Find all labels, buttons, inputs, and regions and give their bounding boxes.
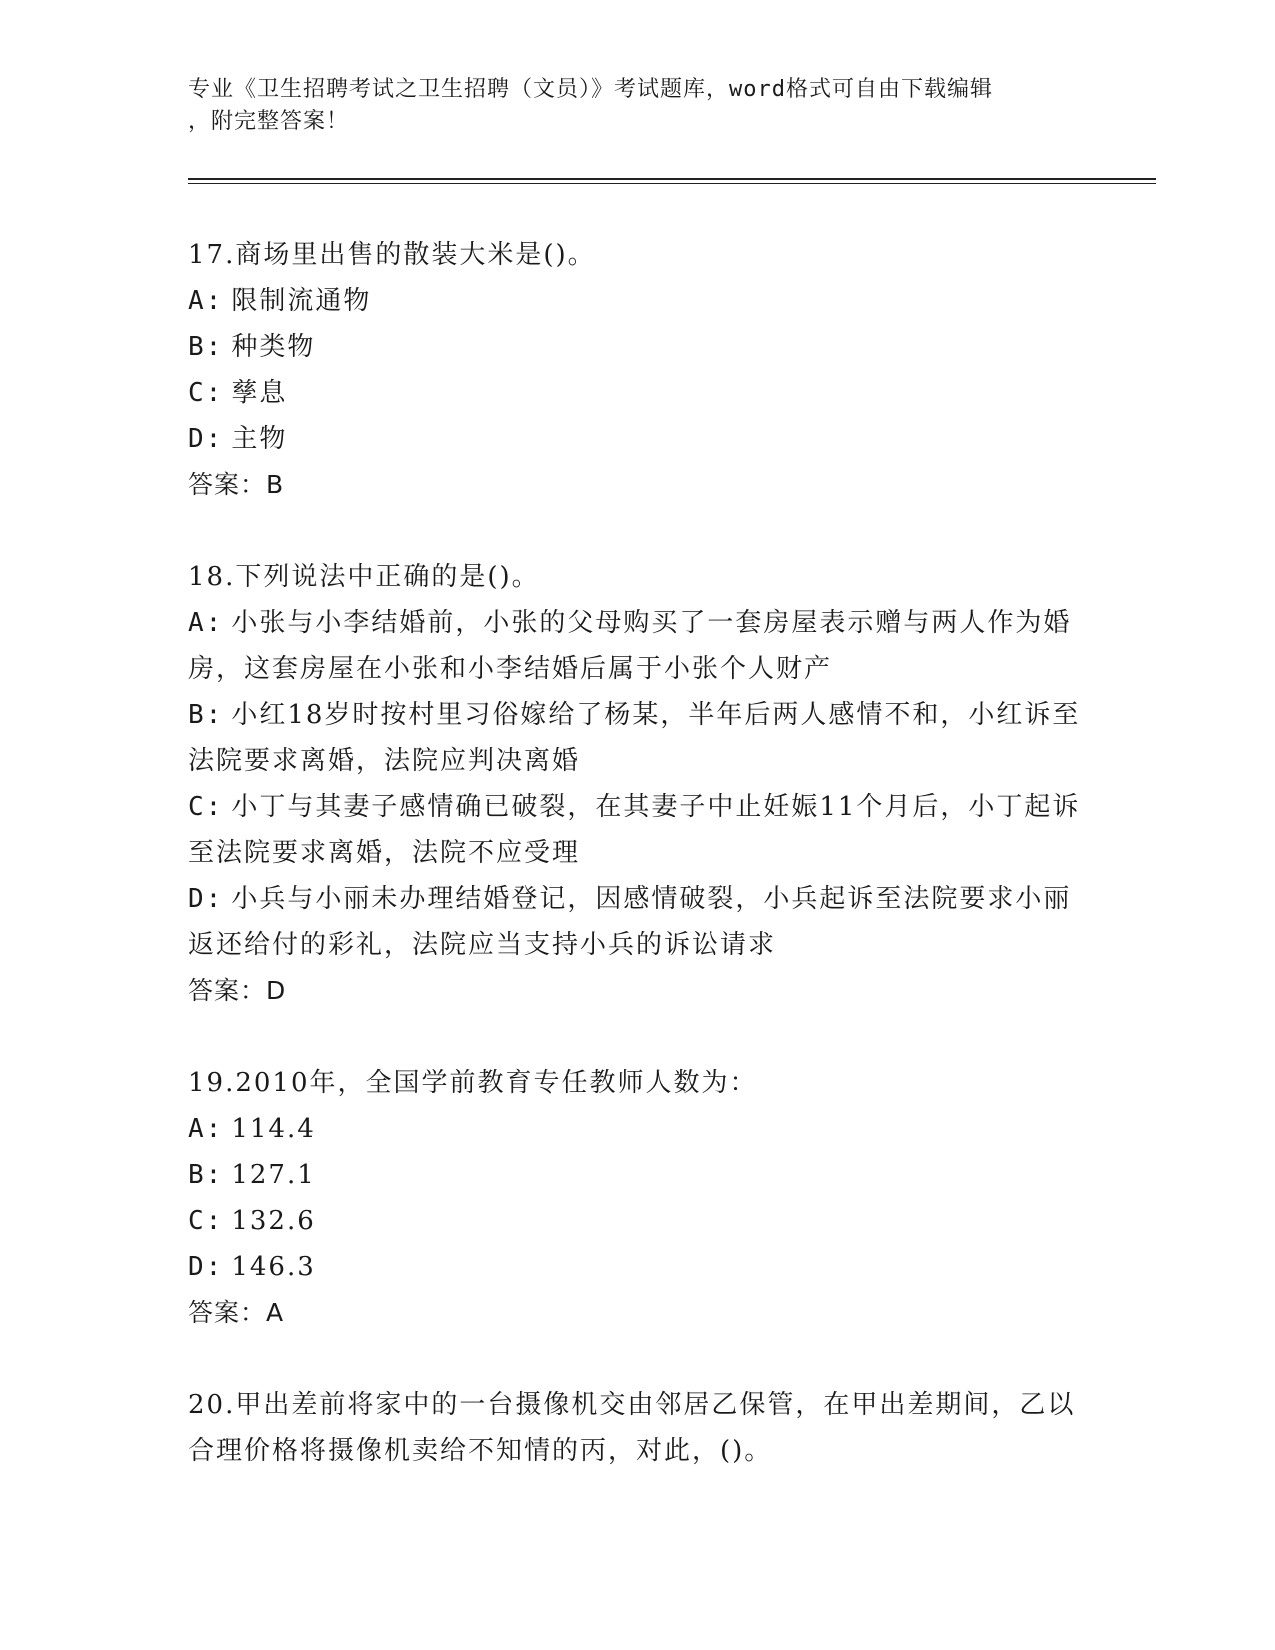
question-stem: 17.商场里出售的散装大米是()。 <box>188 240 596 270</box>
option-a <box>188 278 1088 324</box>
option-letter: C: <box>188 1206 224 1236</box>
question-stem: 18.下列说法中正确的是()。 <box>188 562 540 592</box>
question-20 <box>188 1382 1088 1474</box>
option-text: 种类物 <box>231 332 316 362</box>
option-letter: A: <box>188 1114 224 1144</box>
option-letter: C: <box>188 792 224 822</box>
question-18 <box>188 554 1088 1014</box>
option-c <box>188 784 1088 876</box>
option-letter: D: <box>188 424 224 454</box>
answer-line: 答案：A <box>188 1298 285 1327</box>
question-list <box>188 232 1088 1520</box>
option-letter: B: <box>188 332 224 362</box>
option-b <box>188 324 1088 370</box>
option-text: 孳息 <box>231 378 288 408</box>
question-stem: 20.甲出差前将家中的一台摄像机交由邻居乙保管，在甲出差期间，乙以合理价格将摄像机卖给不知情的丙，对此，()。 <box>188 1390 1076 1466</box>
option-text: 114.4 <box>231 1114 316 1144</box>
header-line-1: 专业《卫生招聘考试之卫生招聘（文员）》考试题库，word格式可自由下载编辑 <box>188 77 993 102</box>
option-letter: A: <box>188 608 224 638</box>
option-c <box>188 1198 1088 1244</box>
option-a <box>188 1106 1088 1152</box>
header-line-2: ，附完整答案！ <box>188 109 350 134</box>
answer-line: 答案：B <box>188 470 285 499</box>
option-letter: A: <box>188 286 224 316</box>
question-stem: 19.2010年，全国学前教育专任教师人数为： <box>188 1068 758 1098</box>
header-divider-thin <box>188 183 1156 184</box>
option-b <box>188 692 1088 784</box>
option-b <box>188 1152 1088 1198</box>
option-text: 小红18岁时按村里习俗嫁给了杨某，半年后两人感情不和，小红诉至法院要求离婚，法院应判决离婚 <box>188 700 1081 776</box>
question-17 <box>188 232 1088 508</box>
option-letter: D: <box>188 1252 224 1282</box>
option-text: 132.6 <box>231 1206 316 1236</box>
document-header <box>188 74 1068 138</box>
option-d <box>188 876 1088 968</box>
header-divider-thick <box>188 178 1156 180</box>
option-d <box>188 1244 1088 1290</box>
option-text: 主物 <box>231 424 288 454</box>
option-text: 限制流通物 <box>231 286 372 316</box>
option-a <box>188 600 1088 692</box>
answer-line: 答案：D <box>188 976 287 1005</box>
option-letter: C: <box>188 378 224 408</box>
option-letter: B: <box>188 700 224 730</box>
option-text: 127.1 <box>231 1160 316 1190</box>
option-letter: B: <box>188 1160 224 1190</box>
option-d <box>188 416 1088 462</box>
option-text: 小兵与小丽未办理结婚登记，因感情破裂，小兵起诉至法院要求小丽返还给付的彩礼，法院应当支持小兵的诉讼请求 <box>188 884 1072 960</box>
option-text: 小张与小李结婚前，小张的父母购买了一套房屋表示赠与两人作为婚房，这套房屋在小张和小李结婚后属于小张个人财产 <box>188 608 1072 684</box>
question-19 <box>188 1060 1088 1336</box>
option-text: 小丁与其妻子感情确已破裂，在其妻子中止妊娠11个月后，小丁起诉至法院要求离婚，法院不应受理 <box>188 792 1081 868</box>
option-letter: D: <box>188 884 224 914</box>
option-c <box>188 370 1088 416</box>
option-text: 146.3 <box>231 1252 316 1282</box>
